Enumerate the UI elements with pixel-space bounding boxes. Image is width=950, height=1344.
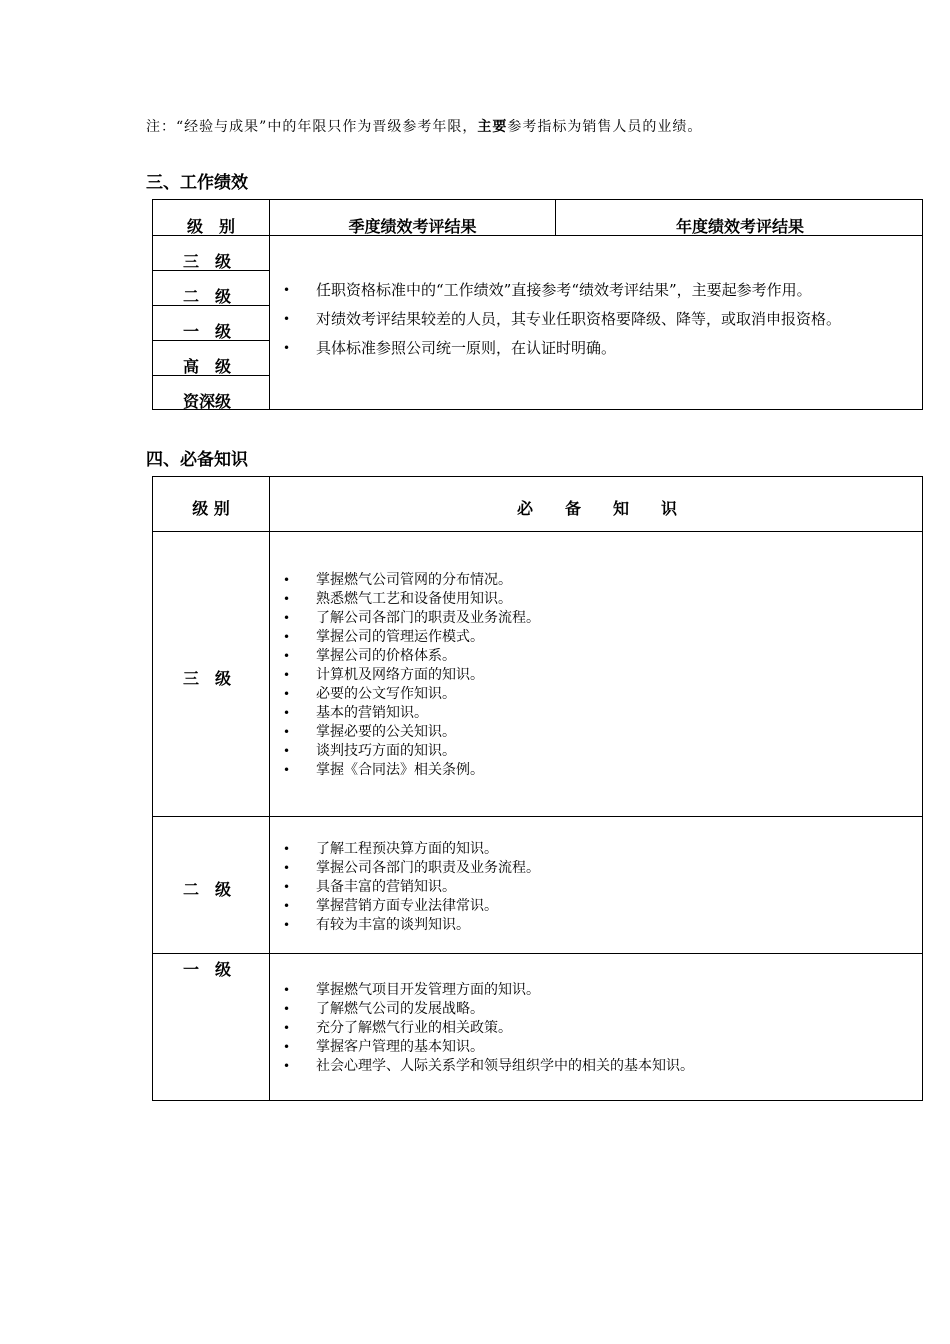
list-item: • 熟悉燃气工艺和设备使用知识。: [270, 590, 540, 609]
list-item: • 掌握《合同法》相关条例。: [270, 761, 540, 780]
list-item: • 了解工程预决算方面的知识。: [270, 840, 540, 859]
level-label: 一 级: [183, 322, 232, 341]
section3-heading: 三、工作绩效: [146, 173, 248, 193]
list-item: • 有较为丰富的谈判知识。: [270, 916, 540, 935]
list-item: • 掌握燃气公司管网的分布情况。: [270, 571, 540, 590]
header-annual: 年度绩效考评结果: [675, 217, 804, 236]
level-label: 二 级: [183, 287, 232, 306]
level-label: 一 级: [183, 960, 232, 979]
performance-bullet-list: [270, 276, 841, 363]
list-item: • 基本的营销知识。: [270, 704, 540, 723]
list-item: • 谈判技巧方面的知识。: [270, 742, 540, 761]
list-item: • 社会心理学、人际关系学和领导组织学中的相关的基本知识。: [270, 1057, 694, 1076]
header-level: 级 别: [186, 217, 235, 236]
performance-table: [152, 199, 923, 410]
list-item: • 充分了解燃气行业的相关政策。: [270, 1019, 694, 1038]
row-divider: [153, 953, 922, 954]
list-item: • 具体标准参照公司统一原则，在认证时明确。: [270, 334, 841, 363]
knowledge-list: [270, 571, 540, 780]
note-bold: 主要: [477, 119, 508, 135]
list-item: • 了解燃气公司的发展战略。: [270, 1000, 694, 1019]
list-item: • 掌握燃气项目开发管理方面的知识。: [270, 981, 694, 1000]
list-item: • 掌握客户管理的基本知识。: [270, 1038, 694, 1057]
list-item: • 任职资格标准中的“工作绩效”直接参考“绩效考评结果”，主要起参考作用。: [270, 276, 841, 305]
section4-heading: 四、必备知识: [146, 450, 248, 470]
list-item: • 掌握公司各部门的职责及业务流程。: [270, 859, 540, 878]
level-label: 二 级: [183, 880, 232, 899]
list-item: • 掌握营销方面专业法律常识。: [270, 897, 540, 916]
header-quarterly: 季度绩效考评结果: [348, 217, 477, 236]
note-prefix: 注：“经验与成果”中的年限只作为晋级参考年限，: [146, 119, 478, 135]
note-suffix: 参考指标为销售人员的业绩。: [507, 119, 703, 135]
level-label: 资深级: [183, 392, 232, 411]
header-knowledge: 必 备 知 识: [516, 499, 677, 518]
list-item: • 掌握必要的公关知识。: [270, 723, 540, 742]
level-label: 三 级: [183, 669, 232, 688]
list-item: • 了解公司各部门的职责及业务流程。: [270, 609, 540, 628]
level-label: 高 级: [183, 357, 232, 376]
list-item: • 必要的公文写作知识。: [270, 685, 540, 704]
row-divider: [153, 531, 922, 532]
list-item: • 掌握公司的管理运作模式。: [270, 628, 540, 647]
knowledge-list: [270, 981, 694, 1076]
level-label: 三 级: [183, 252, 232, 271]
list-item: • 具备丰富的营销知识。: [270, 878, 540, 897]
knowledge-table: [152, 476, 923, 1101]
row-divider: [153, 816, 922, 817]
list-item: • 掌握公司的价格体系。: [270, 647, 540, 666]
knowledge-list: [270, 840, 540, 935]
header-level: 级 别: [192, 499, 230, 518]
list-item: • 计算机及网络方面的知识。: [270, 666, 540, 685]
list-item: • 对绩效考评结果较差的人员，其专业任职资格要降级、降等，或取消申报资格。: [270, 305, 841, 334]
note-line: [146, 116, 702, 136]
